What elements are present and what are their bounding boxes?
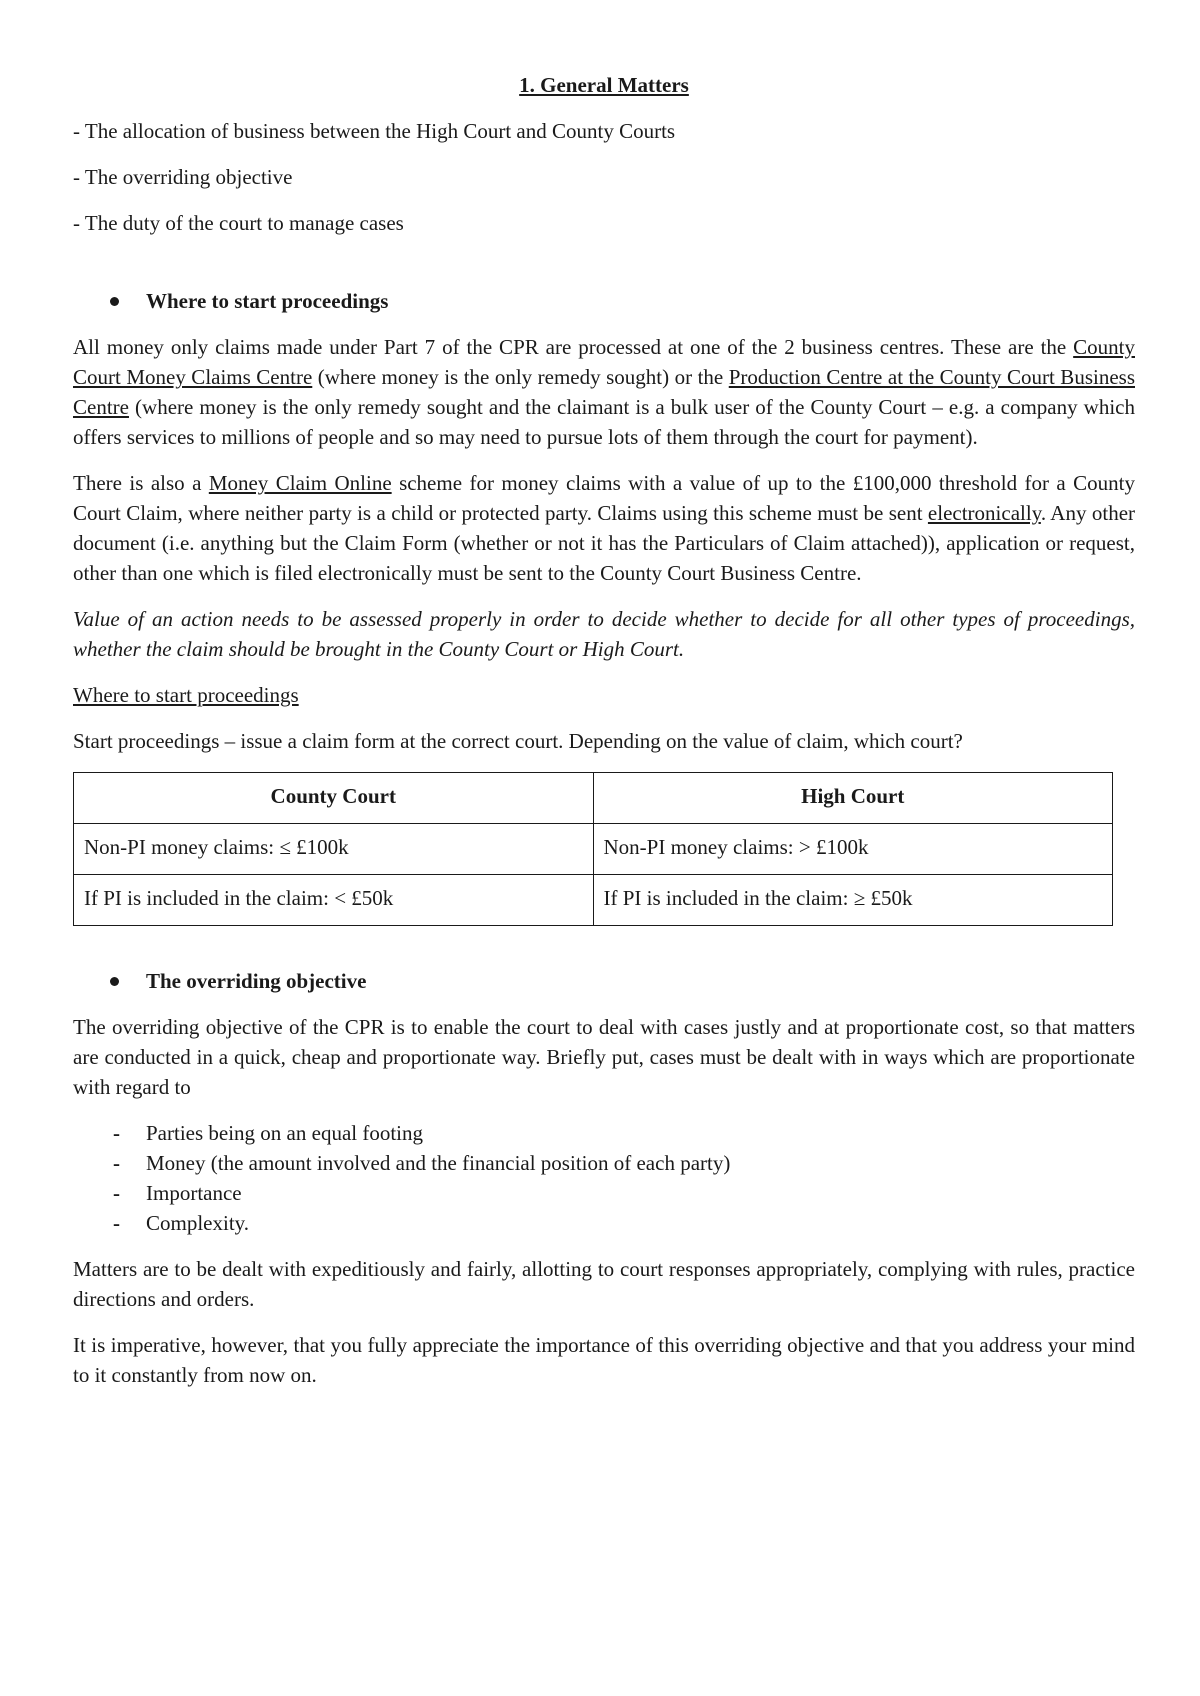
list-item xyxy=(73,1148,1135,1178)
table-row xyxy=(74,824,1113,875)
proportionality-list xyxy=(73,1118,1135,1238)
intro-item: - The duty of the court to manage cases xyxy=(73,211,404,235)
list-item-text: Parties being on an equal footing xyxy=(146,1121,424,1145)
paragraph-imperative: It is imperative, however, that you fully appreciate the importance of this overriding objective and that you address your mind to it constantly from now on. xyxy=(73,1333,1135,1387)
bullet-icon xyxy=(110,297,119,306)
section-heading-where-to-start xyxy=(73,286,1135,316)
table-cell: If PI is included in the claim: ≥ £50k xyxy=(593,875,1113,926)
table-intro: Start proceedings – issue a claim form at the correct court. Depending on the value of claim, which court? xyxy=(73,729,963,753)
table-header-row xyxy=(74,773,1113,824)
text-run: (where money is the only remedy sought) or the xyxy=(312,365,729,389)
subheading xyxy=(73,680,1135,710)
spacer xyxy=(73,254,1135,286)
dash-marker: - xyxy=(113,1211,120,1235)
section-heading-text: Where to start proceedings xyxy=(146,289,389,313)
list-item-text: Money (the amount involved and the financial position of each party) xyxy=(146,1151,731,1175)
list-item xyxy=(73,1208,1135,1238)
italic-note: Value of an action needs to be assessed properly in order to decide whether to decide for all other types of proceedings, whether the claim should be brought in the County Court or High Court. xyxy=(73,607,1135,661)
intro-item: - The allocation of business between the High Court and County Courts xyxy=(73,119,676,143)
list-item-text: Complexity. xyxy=(146,1211,250,1235)
court-threshold-table xyxy=(73,772,1113,926)
list-item-text: Importance xyxy=(146,1181,242,1205)
underlined-term: Money Claim Online xyxy=(208,471,392,495)
underlined-term: County Court Money Claims Centre xyxy=(73,335,1135,389)
subheading-text: Where to start proceedings xyxy=(73,683,299,707)
table-cell: Non-PI money claims: > £100k xyxy=(593,824,1113,875)
text-run: (where money is the only remedy sought and the claimant is a bulk user of the County Court – e.g. a company which offers services to millions of people and so may need to pursue lots of them through the court for payment). xyxy=(73,395,1135,449)
text-run: All money only claims made under Part 7 of the CPR are processed at one of the 2 business centres. These are the xyxy=(73,335,1074,359)
section-heading-overriding-objective xyxy=(73,966,1135,996)
table-row xyxy=(74,875,1113,926)
paragraph-business-centres xyxy=(73,332,1135,452)
list-item xyxy=(73,1178,1135,1208)
underlined-term: electronically xyxy=(927,501,1041,525)
table-cell: Non-PI money claims: ≤ £100k xyxy=(74,824,594,875)
intro-item: - The overriding objective xyxy=(73,165,293,189)
table-header-county-court: County Court xyxy=(74,773,594,824)
text-run: There is also a xyxy=(73,471,209,495)
underlined-term: Production Centre at the County Court Business Centre xyxy=(73,365,1135,419)
table-cell: If PI is included in the claim: < £50k xyxy=(74,875,594,926)
dash-marker: - xyxy=(113,1181,120,1205)
paragraph-money-claim-online xyxy=(73,468,1135,588)
bullet-icon xyxy=(110,977,119,986)
list-item xyxy=(73,1118,1135,1148)
document-page xyxy=(73,70,1135,1406)
text-run: . Any other document (i.e. anything but the Claim Form (whether or not it has the Particulars of Claim attached)), application or request, other than one which is filed electronically must be sent to the County Court Business Centre. xyxy=(73,501,1136,585)
dash-marker: - xyxy=(113,1151,120,1175)
text-run: scheme for money claims with a value of up to the £100,000 threshold for a County Court Claim, where neither party is a child or protected party. Claims using this scheme must be sent xyxy=(73,471,1135,525)
table-header-high-court: High Court xyxy=(593,773,1113,824)
dash-marker: - xyxy=(113,1121,120,1145)
page-title: 1. General Matters xyxy=(519,73,689,97)
section-heading-text: The overriding objective xyxy=(146,969,367,993)
paragraph-expeditious: Matters are to be dealt with expeditiously and fairly, allotting to court responses appropriately, complying with rules, practice directions and orders. xyxy=(73,1257,1135,1311)
paragraph-overriding-objective: The overriding objective of the CPR is to enable the court to deal with cases justly and at proportionate cost, so that matters are conducted in a quick, cheap and proportionate way. Briefly put, cases must be dealt with in ways which are proportionate with regard to xyxy=(73,1015,1135,1099)
